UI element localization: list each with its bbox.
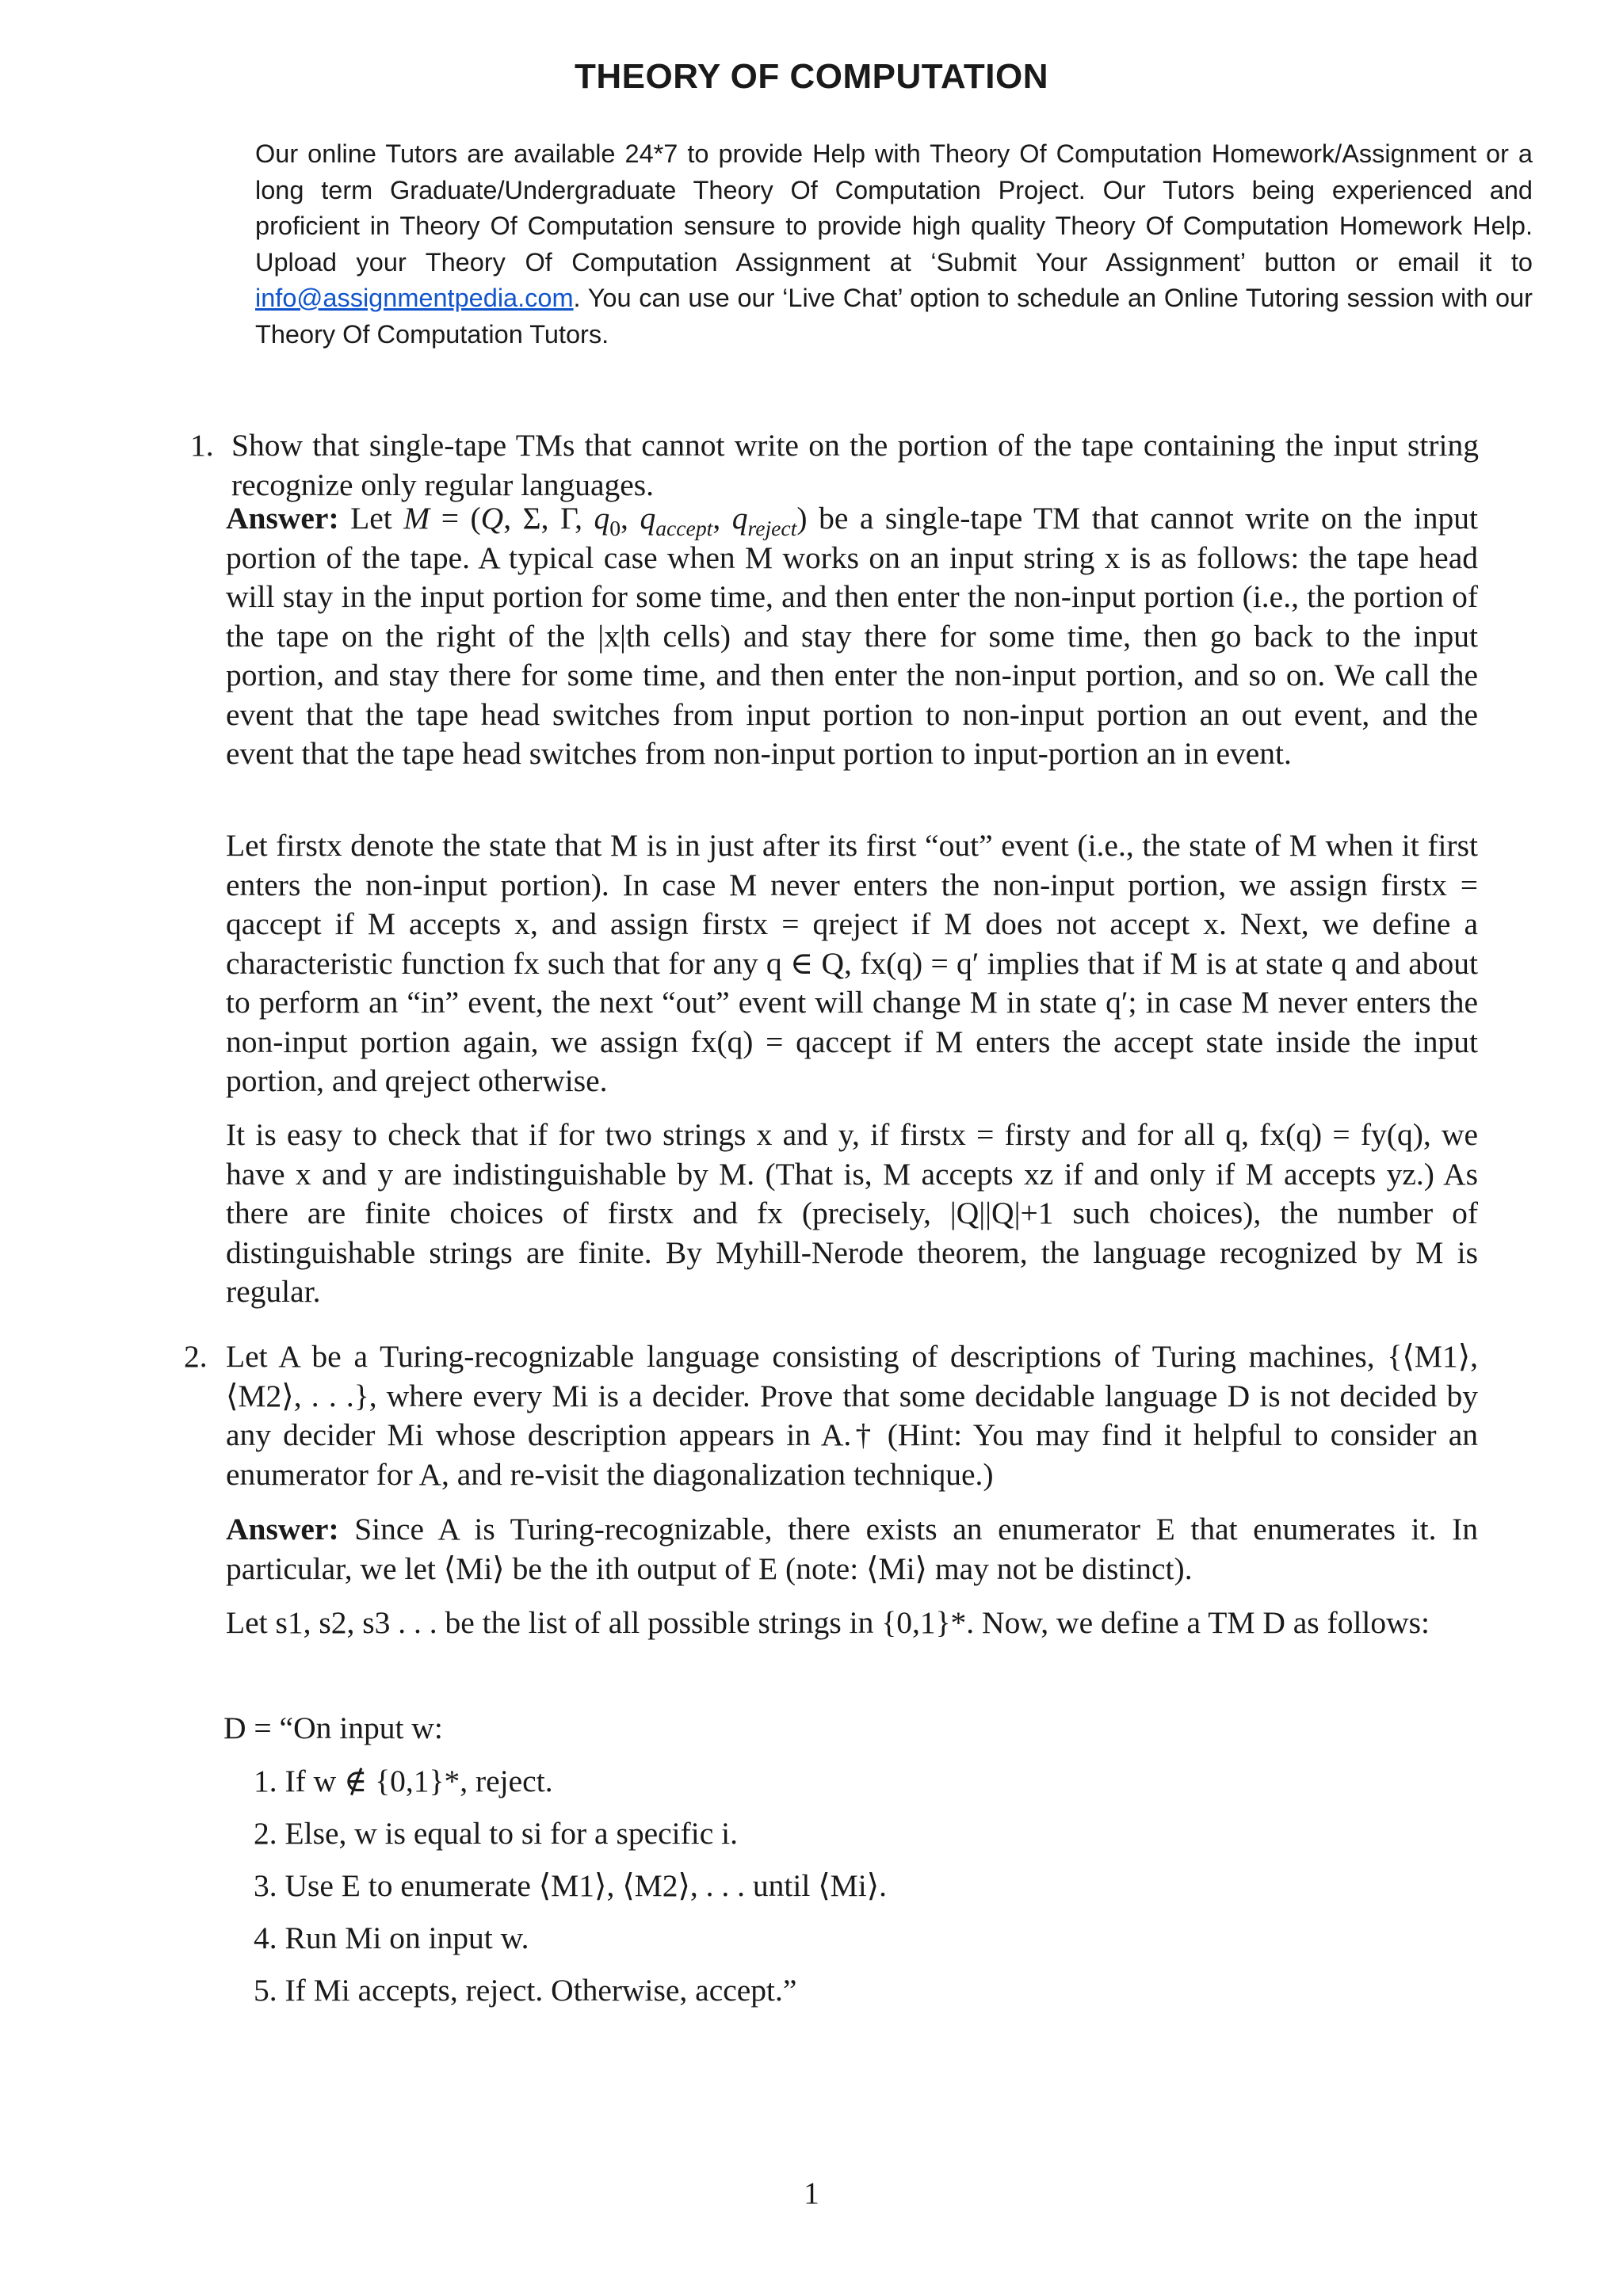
step-4: 4. Run Mi on input w.: [254, 1920, 529, 1955]
step-3: 3. Use E to enumerate ⟨M1⟩, ⟨M2⟩, . . . until ⟨Mi⟩.: [254, 1868, 887, 1903]
q2-question: Let A be a Turing-recognizable language consisting of descriptions of Turing machines, {⟨M1⟩, ⟨M2⟩, . . .}, where every Mi is a decider. Prove that some decidable language D is not decided by any decider Mi whose description appears in A.† (Hint: You may find it helpful to consider an enumerator for A, and re-visit the diagonalization technique.): [226, 1339, 1478, 1492]
q2-number: 2.: [184, 1339, 208, 1374]
step-5: 5. If Mi accepts, reject. Otherwise, accept.”: [254, 1973, 797, 2008]
q2-answer-paragraph-1: [226, 1510, 1478, 1589]
q1-answer-label: Answer:: [226, 501, 339, 536]
page-number: 1: [804, 2176, 819, 2210]
q1-number: 1.: [190, 428, 214, 463]
step-2: 2. Else, w is equal to si for a specific i.: [254, 1816, 738, 1851]
d-definition: D = “On input w:: [223, 1711, 443, 1745]
intro-paragraph: [255, 136, 1533, 353]
intro-text-before-link: Our online Tutors are available 24*7 to provide Help with Theory Of Computation Homework/Assignment or a long term Graduate/Undergraduate Theory Of Computation Project. Our Tutors being experienced and proficient in Theory Of Computation sensure to provide high quality Theory Of Computation Homework Help. Upload your Theory Of Computation Assignment at ‘Submit Your Assignment’ button or email it to: [255, 139, 1533, 277]
q2-answer-text: Since A is Turing-recognizable, there exists an enumerator E that enumerates it. In particular, we let ⟨Mi⟩ be the ith output of E (note: ⟨Mi⟩ may not be distinct).: [226, 1512, 1478, 1586]
intro-text-after-link: . You can use our ‘Live Chat’ option to schedule an Online Tutoring session with our Theory Of Computation Tutors.: [255, 284, 1533, 349]
email-link[interactable]: info@assignmentpedia.com: [255, 284, 574, 312]
q1-answer-paragraph-2: Let firstx denote the state that M is in just after its first “out” event (i.e., the state of M when it first enters the non-input portion). In case M never enters the non-input portion, we assign firstx = qaccept if M accepts x, and assign firstx = qreject if M does not accept x. Next, we define a characteristic function fx such that for any q ∈ Q, fx(q) = q′ implies that if M is at state q and about to perform an “in” event, the next “out” event will change M in state q′; in case M never enters the non-input portion again, we assign fx(q) = qaccept if M enters the accept state inside the input portion, and qreject otherwise.: [226, 828, 1478, 1098]
q2-answer-label: Answer:: [226, 1512, 339, 1547]
q1-question: Show that single-tape TMs that cannot write on the portion of the tape containing the input string recognize only regular languages.: [231, 428, 1479, 502]
q2-answer-paragraph-2: Let s1, s2, s3 . . . be the list of all possible strings in {0,1}*. Now, we define a TM D as follows:: [226, 1605, 1430, 1640]
q1-answer-paragraph-3: It is easy to check that if for two strings x and y, if firstx = firsty and for all q, fx(q) = fy(q), we have x and y are indistinguishable by M. (That is, M accepts xz if and only if M accepts yz.) As there are finite choices of firstx and fx (precisely, |Q||Q|+1 such choices), the number of distinguishable strings are finite. By Myhill-Nerode theorem, the language recognized by M is regular.: [226, 1117, 1478, 1309]
step-1: 1. If w ∉ {0,1}*, reject.: [254, 1764, 553, 1798]
page-title: THEORY OF COMPUTATION: [575, 57, 1048, 96]
q1-answer-paragraph-1: Answer: Let M = (Q, Σ, Γ, $q_0$, $q_{accept}$, $q_{reject}$) be a single-tape TM that cannot write on the input portion of the tape. A typical case when M works on an input string x is as follows: the tape head will stay in the input portion for some time, and then enter the non-input portion (i.e., the portion of the tape on the right of the |x|th cells) and stay there for some time, then go back to the input portion, and stay there for some time, and then enter the non-input portion, and so on. We call the event that the tape head switches from input portion to non-input portion an out event, and the event that the tape head switches from non-input portion to input-portion an in event.: [226, 501, 1479, 771]
q1-answer-text: be a single-tape TM that cannot write on the input portion of the tape. A typical case when M works on an input string x is as follows: the tape head will stay in the input portion for some time, and then enter the non-input portion (i.e., the portion of the tape on the right of the |x|th cells) and stay there for some time, then go back to the input portion, and stay there for some time, and then enter the non-input portion, and so on. We call the event that the tape head switches from input portion to non-input portion an out event, and the event that the tape head switches from non-input portion to input-portion an in event.: [226, 501, 1479, 771]
